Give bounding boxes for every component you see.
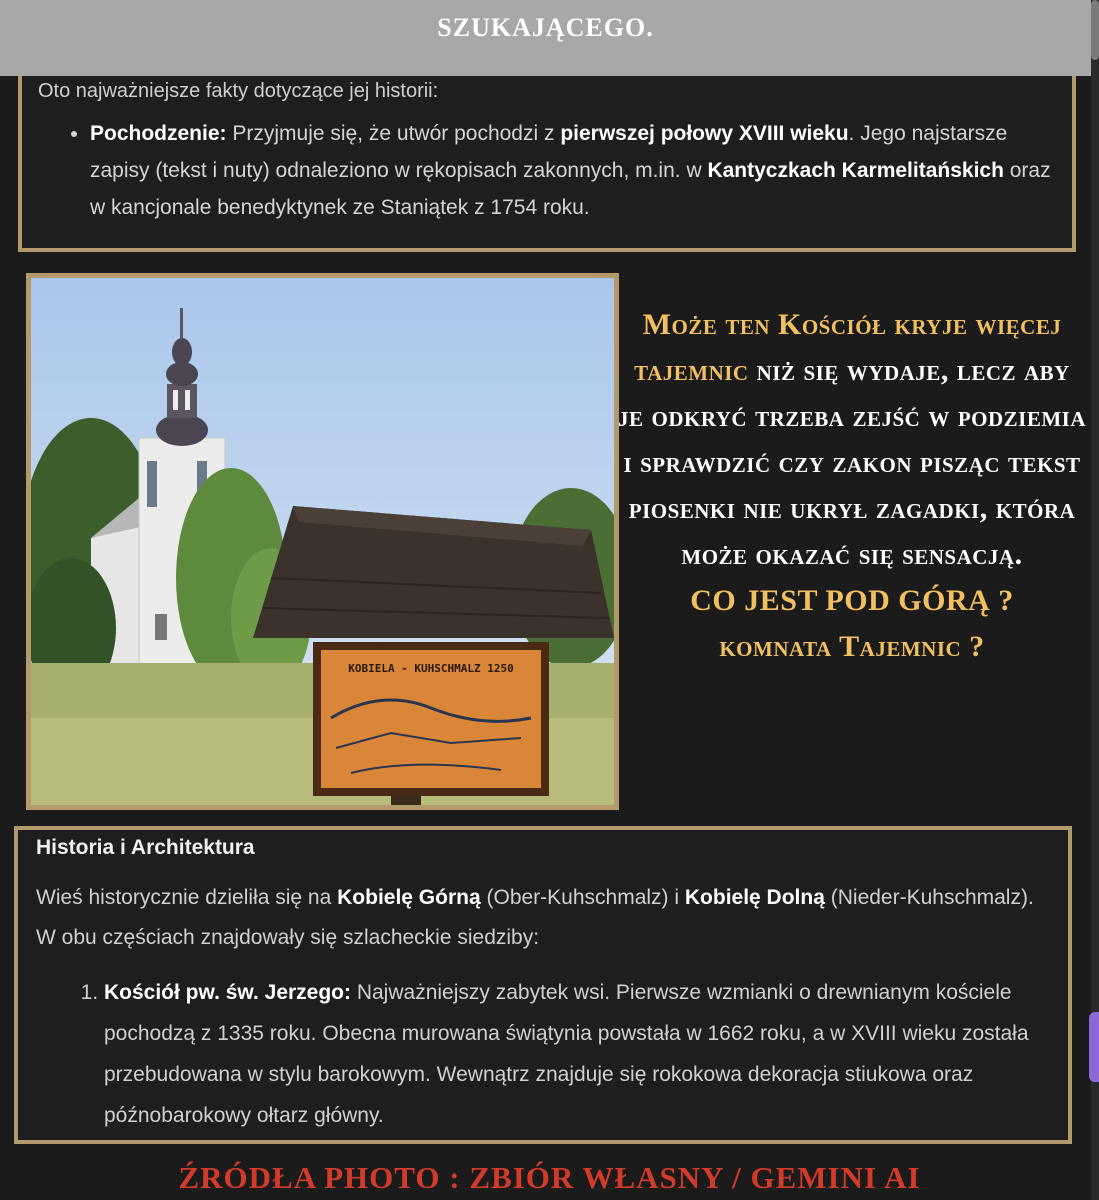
church-photo (26, 273, 619, 810)
photo-source: ŹRÓDŁA PHOTO : ZBIÓR WŁASNY / GEMINI AI (178, 1160, 921, 1195)
history-facts-box (18, 64, 1076, 252)
section-heading: Historia i Architektura (36, 836, 255, 859)
scrollbar-thumb[interactable] (1091, 0, 1099, 60)
banner-title: SZUKAJĄCEGO. (437, 13, 654, 42)
para-text-3: (Nieder-Kuhschmalz). W obu częściach znajdowały się szlacheckie siedziby: (36, 886, 1034, 949)
sign-text: KOBIELA - KUHSCHMALZ 1250 (348, 662, 514, 675)
para-bold-1: Kobielę Górną (337, 886, 481, 909)
fact-origin-text-1: Przyjmuje się, że utwór pochodzi z (226, 122, 561, 145)
fact-origin-label: Pochodzenie: (90, 122, 227, 145)
list-item (104, 972, 1054, 1136)
fact-origin-bold-1: pierwszej połowy XVIII wieku (560, 122, 849, 145)
monuments-list (34, 972, 1054, 1136)
fact-origin-text-2: . Jego najstarsze zapisy (tekst i nuty) odnaleziono w rękopisach zakonnych, m.in. w (90, 122, 1008, 182)
church-photo-illustration (31, 278, 614, 805)
top-banner (0, 0, 1091, 76)
fact-origin-text-3: oraz w kancjonale benedyktynek ze Staniątek z 1754 roku. (90, 159, 1051, 219)
fact-origin (90, 115, 1056, 226)
para-text-1: Wieś historycznie dzieliła się na (36, 886, 338, 909)
mystery-caption (618, 302, 1086, 670)
item-label: Kościół pw. św. Jerzego: (104, 981, 351, 1004)
para-bold-2: Kobielę Dolną (684, 886, 825, 909)
side-panel-tab[interactable] (1089, 1012, 1099, 1082)
fact-origin-bold-2: Kantyczkach Karmelitańskich (707, 159, 1004, 182)
item-text: Najważniejszy zabytek wsi. Pierwsze wzmianki o drewnianym kościele pochodzą z 1335 roku. Obecna murowana świątynia powstała w 1662 roku, a w XVIII wieku została przebudowana w stylu barokowym. Wewnątrz znajduje się rokokowa dekoracja stiukowa oraz późnobarokowy ołtarz główny. (104, 981, 1029, 1127)
facts-intro: Oto najważniejsze fakty dotyczące jej historii: (38, 80, 439, 102)
para-text-2: (Ober-Kuhschmalz) i (480, 886, 685, 909)
history-architecture-box (14, 826, 1072, 1144)
caption-white: niż się wydaje, lecz aby je odkryć trzeba zejść w podziemia i sprawdzić czy zakon pisząc tekst piosenki nie ukrył zagadki, która może okazać się sensacją. (618, 354, 1086, 571)
caption-gold-2: CO JEST POD GÓRĄ ? (690, 584, 1014, 617)
caption-gold-3: komnata Tajemnic ? (719, 630, 985, 663)
caption-gold-1: Może ten Kościół kryje więcej tajemnic (634, 308, 1062, 387)
facts-list (38, 115, 1056, 226)
village-paragraph (36, 878, 1054, 958)
